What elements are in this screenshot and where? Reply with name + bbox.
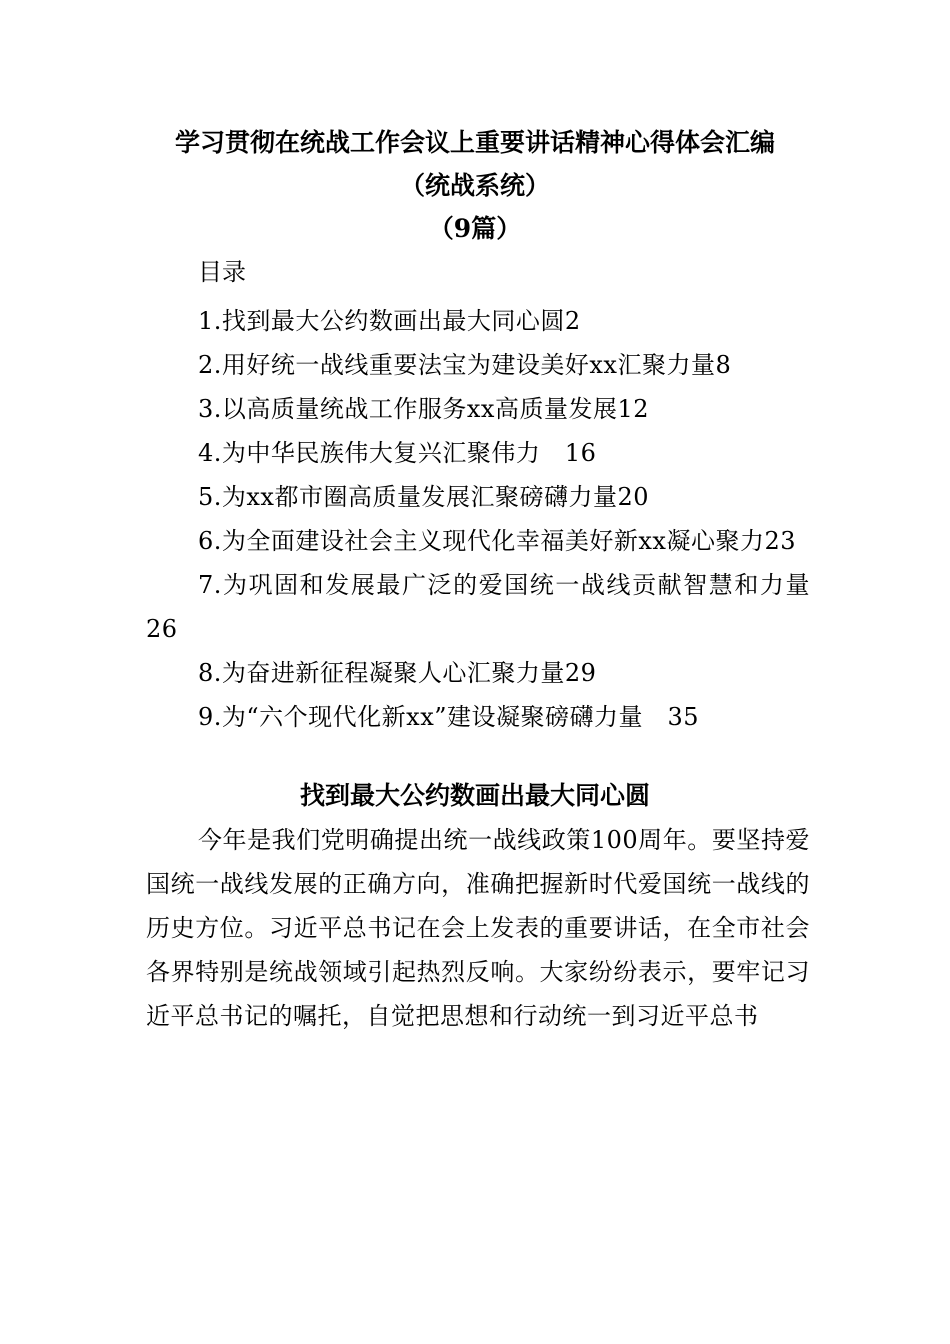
toc-item: 8.为奋进新征程凝聚人心汇聚力量29 — [198, 659, 597, 687]
document-count: （9篇） — [428, 214, 522, 243]
document-title: 学习贯彻在统战工作会议上重要讲话精神心得体会汇编 — [174, 128, 775, 157]
toc-item: 1.找到最大公约数画出最大同心圆2 — [198, 307, 581, 335]
toc-heading: 目录 — [198, 258, 246, 286]
table-of-contents — [146, 299, 810, 739]
document-subtitle: （统战系统） — [399, 171, 550, 200]
section-body-paragraph: 今年是我们党明确提出统一战线政策100周年。要坚持爱国统一战线发展的正确方向，准确把握新时代爱国统一战线的历史方位。习近平总书记在会上发表的重要讲话，在全市社会各界特别是统战领域引起热烈反响。大家纷纷表示，要牢记习近平总书记的嘱托，自觉把思想和行动统一到习近平总书 — [146, 826, 810, 1030]
toc-item: 4.为中华民族伟大复兴汇聚伟力 16 — [198, 439, 597, 467]
toc-item: 5.为xx都市圈高质量发展汇聚磅礴力量20 — [198, 483, 650, 511]
toc-item: 3.以高质量统战工作服务xx高质量发展12 — [198, 395, 650, 423]
toc-item: 7.为巩固和发展最广泛的爱国统一战线贡献智慧和力量26 — [146, 571, 810, 643]
section-title: 找到最大公约数画出最大同心圆 — [299, 781, 650, 810]
toc-item: 9.为“六个现代化新xx”建设凝聚磅礴力量 35 — [198, 703, 700, 731]
toc-item: 2.用好统一战线重要法宝为建设美好xx汇聚力量8 — [198, 351, 732, 379]
toc-item: 6.为全面建设社会主义现代化幸福美好新xx凝心聚力23 — [198, 527, 797, 555]
